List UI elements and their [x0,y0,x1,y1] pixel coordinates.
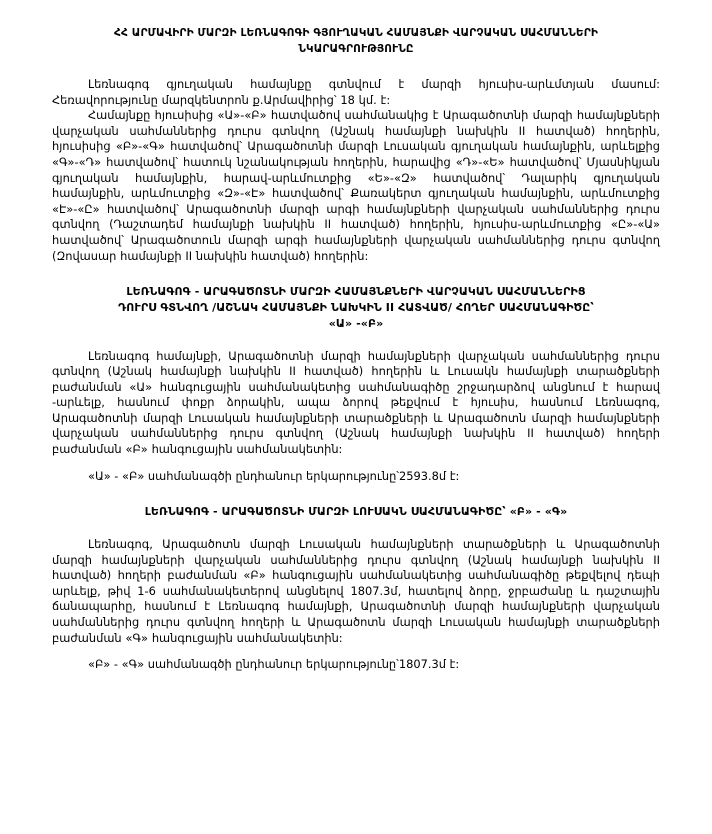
spacer [52,458,660,469]
spacer [52,264,660,284]
spacer [52,332,660,349]
document-title-line-1: ՀՀ ԱՐՄԱՎԻՐԻ ՄԱՐԶԻ ԼԵՌՆԱԳՈԳԻ ԳՅՈՒՂԱԿԱՆ ՀԱՄԱՅՆՔԻ ՎԱՐՉԱԿԱՆ ՍԱՀՄԱՆՆԵՐԻ [114,27,598,39]
section-2-heading-line-1: ԼԵՌՆԱԳՈԳ - ԱՐԱԳԱԾՈՏՆԻ ՄԱՐԶԻ ԼՈՒՍԱԿՆ ՍԱՀՄԱՆԱԳԻԾԸ՝ «Բ» - «Գ» [144,505,568,519]
spacer [52,520,660,537]
spacer [52,484,660,504]
intro-paragraph-1: Լեռնագոգ գյուղական համայնքը գտնվում է մարզի հյուսիս-արևմտյան մասում: Հեռավորությունը մարզկենտրոն ք.Արմավիրից՝ 18 կմ. է: [52,77,660,107]
intro-paragraph-2: Համայնքը հյուսիսից «Ա»-«Բ» հատվածով սահմանակից է Արագածոտնի մարզի համայնքների վարչական սահմաններից դուրս գտնվող (Աշնակ համայնքի նախկին II հատված) հողերին, հյուսիսից «Բ»-«Գ» հատվածով՝ Արագածոտնի մարզի Լուսական գյուղական համայնքին, արևելքից «Գ»-«Դ» հատվածով՝ հատուկ նշանակության հողերին, հարավից «Դ»-«Ե» հատվածով՝ Մյասնիկյան գյուղական համայնքին, հարավ-արևմուտքից «Ե»-«Զ» հատվածով՝ Դալարիկ գյուղական համայնքին, արևմուտքից «Զ»-«Է» հատվածով՝ Քառակերտ գյուղական համայնքին, արևմուտքից «Է»-«Ը» հատվածով՝ Արագածոտնի մարզի արգի համայնքների վարչական սահմաններից դուրս գտնվող (Դաշտադեմ համայնքի նախկին II հատված) հողերին, հյուսիս-արևմուտքից «Ը»-«Ա» հատվածով՝ Արագածոտուն մարզի արգի համայնքների վարչական սահմաններից դուրս գտնվող (Զովասար համայնքի II նախկին հատված) հողերին: [52,108,660,263]
spacer [52,646,660,657]
document-title-line-2: ՆԿԱՐԱԳՐՈՒԹՅՈՒՆԸ [298,42,414,55]
section-2-heading [52,504,660,520]
section-2-measurement: «Բ» - «Գ» սահմանագծի ընդհանուր երկարությունը՝1807.3մ է: [88,657,460,672]
section-1-heading-line-3: «Ա» -«Բ» [328,316,384,330]
document-title [52,26,660,57]
section-1-heading-line-1: ԼԵՌՆԱԳՈԳ - ԱՐԱԳԱԾՈՏՆԻ ՄԱՐԶԻ ՀԱՄԱՅՆՔՆԵՐԻ ՎԱՐՉԱԿԱՆ ՍԱՀՄԱՆՆԵՐԻՑ [126,285,586,299]
section-1-heading [52,284,660,331]
section-1-measurement: «Ա» - «Բ» սահմանագծի ընդհանուր երկարությունը՝2593.8մ է: [88,468,460,483]
section-2-body: Լեռնագոգ, Արագածոտն մարզի Լուսական համայնքների տարածքների և Արագածոտնի մարզի համայնքների վարչական սահմաններից դուրս գտնվող (Աշնակ համայնքի նախկին II հատված) հողերի բաժանման «Բ» հանգուցային սահմանակետից սահմանագիծը թեքվելով դեպի արևելք, թիվ 1-6 սահմանակետերով անցնելով 1807.3մ, հատելով ձորը, ջրբաժանը և դաշտային ճանապարհը, հասնում է Լեռնագոգ համայնքի, Արագածոտնի մարզի համայնքների վարչական սահմաններից դուրս գտնվող հողերի և Արագածոտն մարզի Լուսական համայնքի տարածքների բաժանման «Գ» հանգուցային սահմանակետին: [52,537,660,645]
section-1-body: Լեռնագոգ համայնքի, Արագածոտնի մարզի համայնքների վարչական սահմաններից դուրս գտնվող (Աշնակ համայնքի նախկին II հատված) հողերին և Լուսակն համայնքի տարածքների բաժանման «Ա» հանգուցային սահմանակետից սահմանագիծը շրջադարձով անցնում է հարավ -արևելք, հասնում փոքր ձորակին, ապա ձորով թեքվում է հյուսիս, հասնում Լեռնագոգ, Արագածոտնի մարզի Լուսական համայնքների տարածքների և Արագածոտն մարզի համայնքների վարչական սահմաններից դուրս գտնվող (Աշնակ համայնքի նախկին II հատված) հողերի բաժանման «Բ» հանգուցային սահմանակետին: [52,348,660,457]
section-1-heading-line-2: ԴՈՒՐՍ ԳՏՆՎՈՂ /ԱՇՆԱԿ ՀԱՄԱՅՆՔԻ ՆԱԽԿԻՆ II ՀԱՏՎԱԾ/ ՀՈՂԵՐ ՍԱՀՄԱՆԱԳԻԾԸ՝ [118,300,594,314]
